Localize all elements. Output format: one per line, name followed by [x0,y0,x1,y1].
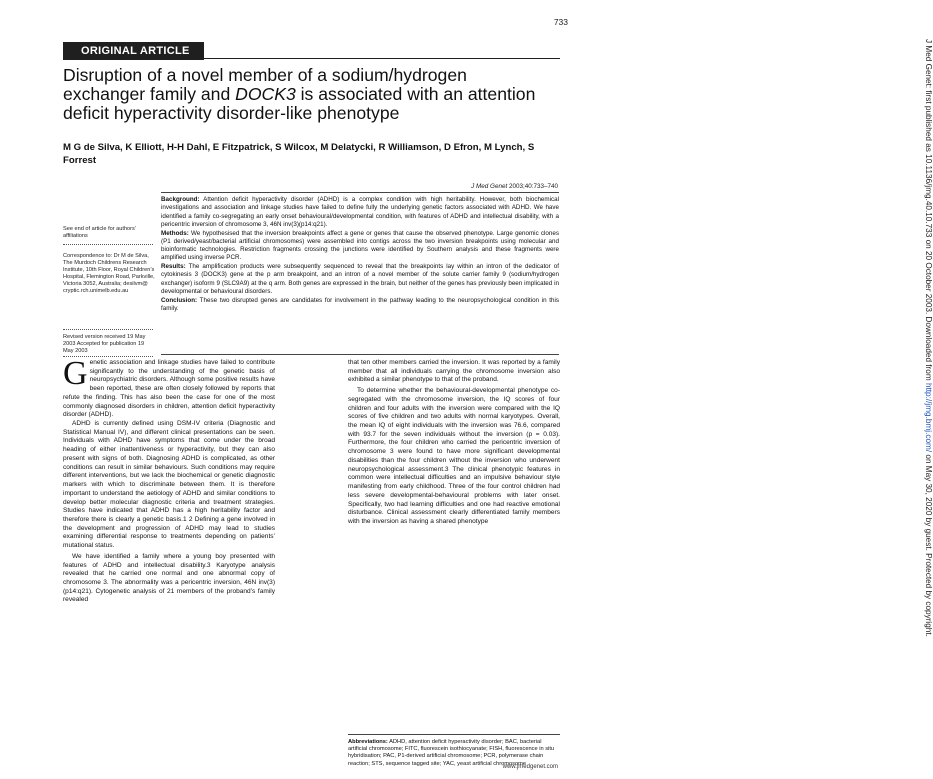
body-paragraph: To determine whether the behavioural-developmental phenotype co-segregated with the chromosome inversion, the IQ scores of four children and four adults with the inversion were compared with the IQ scores of five children and two adults with normal karyotypes. Overall, the mean IQ of eight individuals with the inversion was 76.6, compared with 93.7 for the seven individuals without the inversion (p = 0.03). Furthermore, the four children who carried the pericentric inversion of chromosome 3 were found to have more significant developmental disabilities than the four children without the inversion who underwent neuropsychological assessment.3 The clinical phenotypic features in common were intellectual difficulties and an impulsive behaviour style manifesting from early childhood. Three of the four control children had less severe developmental-behavioural problems with later onset. Specifically, two had learning difficulties and one had reactive emotional disturbance. Clinical assessment clearly differentiated family members with the inversion as having a shared phenotype [348,387,560,525]
title-gene: DOCK3 [235,84,296,104]
abbreviations-label: Abbreviations: [348,739,388,745]
margin-note-suffix: on May 30, 2020 by guest. Protected by copyright. [924,452,933,637]
abstract-background-label: Background: [161,196,200,203]
body-column-left [63,355,275,605]
abstract-results [161,263,559,296]
journal-citation [471,183,558,190]
drop-cap: G [63,355,88,392]
abstract-methods-text: We hypothesised that the inversion breakpoints affect a gene or genes that cause the observed phenotype. Large genomic clones (P1 derived/yeast/bacterial artificial chromosomes) were assembled into contigs across the two inversion breakpoints using molecular and bioinformatic technologies. Restriction fragments crossing the junctions were identified by Southern analysis and these fragments were amplified using inverse PCR. [161,229,559,262]
abstract-background-text: Attention deficit hyperactivity disorder (ADHD) is a complex condition with high heritability. However, both biochemical investigations and association and linkage studies have failed to define fully the underlying genetic factors associated with ADHD. We have identified a family co-segregating an early onset behavioural/developmental condition, with features of ADHD and intellectual disability, with a pericentric inversion of chromosome 3, 46N inv(3)(p14:q21). [161,196,559,228]
body-paragraph-text: enetic association and linkage studies have failed to contribute significantly to the understanding of the genetic basis of neuropsychiatric disorders. Although some positive results have been reported, these are often closely followed by reports that refute the finding. This has also been the case for one of the most commonly diagnosed disorders in children, attention deficit hyperactivity disorder (ADHD). [63,359,275,419]
abbreviations-rule [348,734,560,735]
journal-url-footer: www.jmedgenet.com [502,764,558,770]
sidebar-correspondence: Correspondence to: Dr M de Silva, The Murdoch Childrens Research Institute, 10th Floor, Royal Children’s Hospital, Flemington Road, Parkville, Victoria 3052, Australia; desilvm@ cryptic.rch.unimelb.edu.au [63,253,155,295]
body-paragraph: ADHD is currently defined using DSM-IV criteria (Diagnostic and Statistical Manual IV), and different clinical presentations can be seen. Individuals with ADHD have symptoms that come under the broad heading of either inattentiveness or hyperactivity, but they can also present with signs of both. Diagnosing ADHD is complicated, as other conditions can result in similar behaviours. Such conditions may require different interventions, but we lack the biochemical or genetic diagnostic markers with which to discriminate between them. It is therefore important to understand the aetiology of ADHD and similar conditions to develop better molecular diagnostic criteria and treatment strategies. Studies have indicated that ADHD has a high heritability factor and therefore there is clearly a genetic basis.1 2 Defining a gene involved in the development and progression of ADHD may lead to studies examining differential response to treatments depending on patients’ mutational status. [63,420,275,550]
body-paragraph: that ten other members carried the inversion. It was reported by a family member that all individuals carrying the chromosome inversion also exhibited a similar phenotype to that of the proband. [348,359,560,384]
body-paragraph [63,355,275,420]
author-list: M G de Silva, K Elliott, H-H Dahl, E Fitzpatrick, S Wilcox, M Delatycki, R Williamson, D Efron, M Lynch, S Forrest [63,142,535,166]
abstract [161,196,559,314]
sidebar-divider [63,244,153,245]
abstract-conclusion-label: Conclusion: [161,296,198,304]
abbreviations-text: ADHD, attention deficit hyperactivity disorder; BAC, bacterial artificial chromosome; FITC, fluorescein isothiocyanate; FISH, fluorescence in situ hybridisation; PAC, P1-derived artificial chromosome; PCR, polymerase chain reaction; STS, sequence tagged site; YAC, yeast artificial chromosome [348,739,555,767]
body-column-right [348,359,560,527]
title-part-2: is associated with an attention deficit hyperactivity disorder-like phenotype [63,84,536,123]
abstract-results-text: The amplification products were subsequently sequenced to reveal that the breakpoints lay within an intron of the dedicator of cytokinesis 3 (DOCK3) gene at the p arm breakpoint, and an intron of a novel member of the solute carrier family 9 (sodium/hydrogen exchanger) isoform 9 (SLC9A9) at the q arm. Both genes are expressed in the brain, but neither of the genes has previously been implicated in developmental or behavioural disorders. [161,263,559,295]
sidebar-divider [63,329,153,330]
margin-note-prefix: J Med Genet: first published as 10.1136/jmg.40.10.733 on 20 October 2003. Downloaded from [924,39,933,383]
journal-link[interactable]: http://jmg.bmj.com/ [924,382,933,453]
citation-details: 2003;40:733–740 [507,183,558,190]
abstract-methods [161,230,559,263]
article-title [63,66,543,123]
sidebar-affiliations: See end of article for authors’ affiliations [63,226,136,240]
sidebar-dates: Revised version received 19 May 2003 Accepted for publication 19 May 2003 [63,334,146,355]
abstract-rule [161,354,559,355]
abstract-methods-label: Methods: [161,229,189,237]
citation-journal: J Med Genet [471,183,508,190]
abstract-conclusion [161,297,559,314]
abstract-results-label: Results: [161,263,186,270]
page-number: 733 [553,17,568,27]
header-rule [63,58,560,59]
title-part-1: Disruption of a novel member of a sodium/hydrogen exchanger family and [63,65,467,104]
abstract-background [161,196,559,229]
citation-rule [161,192,559,193]
download-margin-note [923,39,933,739]
body-paragraph: We have identified a family where a young boy presented with features of ADHD and intellectual disability.3 Karyotype analysis revealed that he carried one normal and one abnormal copy of chromosome 3. The abnormality was a pericentric inversion, 46N inv(3)(p14:q21). Cytogenetic analysis of 21 members of the proband’s family revealed [63,552,275,604]
article-type-banner: ORIGINAL ARTICLE [63,42,204,60]
abstract-conclusion-text: These two disrupted genes are candidates for involvement in the pathway leading to the neuropsychological condition in this family. [161,296,559,312]
